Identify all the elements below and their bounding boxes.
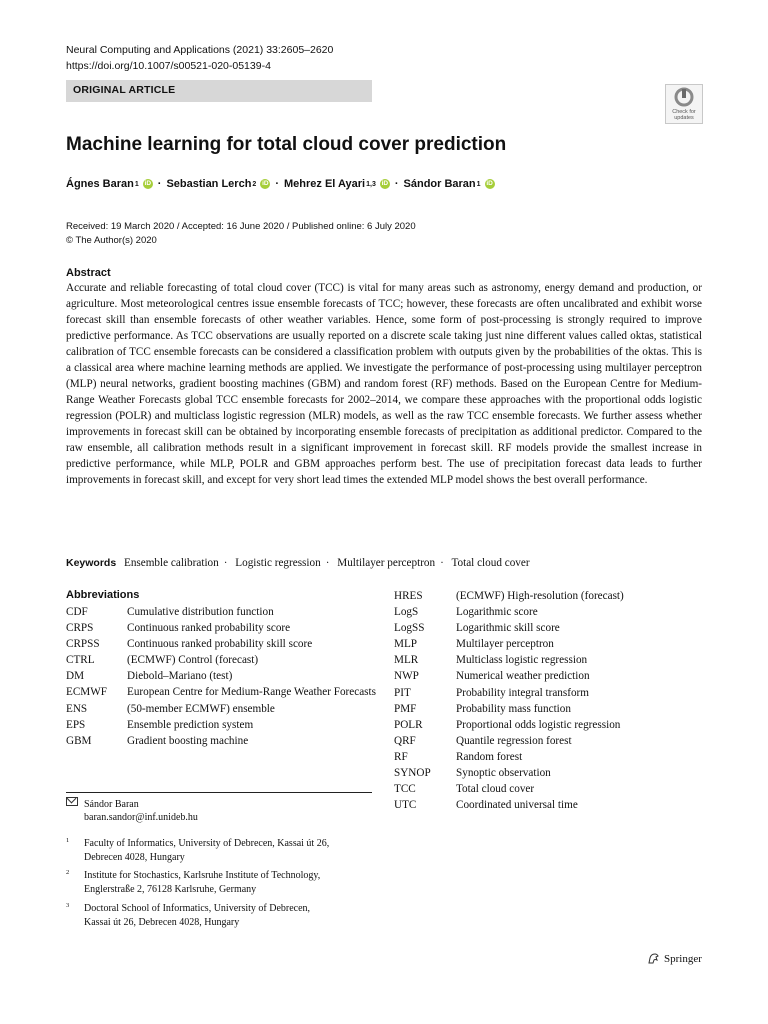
affiliation bbox=[66, 869, 376, 897]
orcid-icon[interactable]: iD bbox=[486, 180, 493, 187]
abbreviation-definition: Proportional odds logistic regression bbox=[456, 718, 621, 731]
abbreviation-term: CRPS bbox=[66, 622, 94, 635]
author-name: Sándor Baran bbox=[403, 178, 476, 190]
affiliation bbox=[66, 837, 376, 865]
author-list bbox=[66, 178, 500, 190]
affiliation-line: Debrecen 4028, Hungary bbox=[84, 852, 185, 863]
affiliation-number: 2 bbox=[66, 869, 70, 876]
author-affiliation-sup: 1 bbox=[476, 180, 481, 188]
abbreviation-definition: Continuous ranked probability skill score bbox=[127, 638, 313, 651]
author-name: Mehrez El Ayari bbox=[284, 178, 366, 190]
abbreviation-row bbox=[66, 668, 376, 684]
abbreviation-term: TCC bbox=[394, 783, 416, 796]
abbreviation-term: UTC bbox=[394, 799, 417, 812]
author-separator: · bbox=[275, 178, 279, 190]
abbreviation-row bbox=[394, 781, 714, 797]
abbreviation-term: LogSS bbox=[394, 622, 425, 635]
abbreviation-row bbox=[66, 701, 376, 717]
abstract-text: Accurate and reliable forecasting of total cloud cover (TCC) is vital for many areas such as astronomy, energy demand and production, or agriculture. Most meteorological centres issue ensemble forecasts of TCC; however, these forecasts are often uncalibrated and exhibit worse forecast skill than ensemble forecasts of other weather variables. Hence, some form of post-processing is strongly required to improve predictive performance. As TCC observations are usually reported on a discrete scale taking just nine different values called oktas, statistical calibration of TCC ensemble forecasts can be considered a classification problem with outputs given by the probabilities of the oktas. This is a classical area where machine learning methods are applied. We investigate the performance of post-processing using multilayer perceptron (MLP) neural networks, gradient boosting machines (GBM) and random forest (RF) methods. Based on the European Centre for Medium-Range Weather Forecasts global TCC ensemble forecasts for 2002–2014, we compare these approaches with the proportional odds logistic regression (POLR) and multiclass logistic regression (MLR) models, as well as the raw TCC ensemble forecasts. We further assess whether improvements in forecast skill can be obtained by incorporating ensemble forecasts of precipitation as additional predictor. Compared to the raw ensemble, all calibration methods result in a significant improvement in forecast skill. RF models provide the smallest increase in predictive performance, while MLP, POLR and GBM approaches perform best. The use of precipitation forecast data leads to further improvements in forecast skill, and except for very short lead times the extended MLP model shows the best overall performance. bbox=[66, 282, 702, 486]
abbreviation-term: DM bbox=[66, 670, 85, 683]
author-separator: · bbox=[157, 178, 162, 190]
footnote-divider bbox=[66, 792, 372, 793]
abbreviations-left-column bbox=[66, 604, 376, 749]
abbreviation-definition: Probability mass function bbox=[456, 702, 571, 715]
publisher-name: Springer bbox=[664, 952, 702, 965]
corresponding-author-email[interactable]: baran.sandor@inf.unideb.hu bbox=[84, 812, 198, 823]
author-name: Sebastian Lerch bbox=[166, 178, 252, 190]
author-affiliation-sup: 1,3 bbox=[366, 180, 376, 188]
abbreviation-row bbox=[66, 604, 376, 620]
abbreviation-row bbox=[394, 733, 714, 749]
orcid-icon[interactable]: iD bbox=[144, 180, 152, 187]
affiliation-line: Faculty of Informatics, University of Debrecen, Kassai út 26, bbox=[84, 838, 330, 849]
springer-horse-icon bbox=[647, 952, 660, 965]
abbreviation-term: MLP bbox=[394, 638, 418, 651]
author-affiliation-sup: 1 bbox=[134, 180, 139, 188]
orcid-icon[interactable]: iD bbox=[262, 180, 269, 187]
abbreviation-definition: Ensemble prediction system bbox=[127, 718, 254, 731]
abstract-heading: Abstract bbox=[66, 267, 111, 279]
abbreviation-row bbox=[394, 636, 714, 652]
article-type-badge bbox=[66, 80, 372, 102]
affiliation-line: Doctoral School of Informatics, University of Debrecen, bbox=[84, 903, 311, 914]
abbreviation-term: POLR bbox=[394, 718, 423, 731]
keyword: Ensemble calibration bbox=[123, 557, 219, 569]
abbreviation-term: HRES bbox=[394, 590, 423, 602]
abbreviation-definition: (ECMWF) High-resolution (forecast) bbox=[456, 590, 624, 602]
envelope-icon bbox=[66, 797, 78, 806]
abbreviation-row bbox=[394, 652, 714, 668]
keywords-line bbox=[66, 557, 530, 569]
abbreviation-definition: Logarithmic score bbox=[456, 606, 538, 619]
keywords-heading: Keywords bbox=[66, 557, 117, 569]
abbreviation-definition: Numerical weather prediction bbox=[456, 670, 590, 683]
abbreviation-term: PMF bbox=[394, 702, 417, 715]
abbreviation-term: ENS bbox=[66, 702, 88, 715]
abbreviation-row bbox=[394, 685, 714, 701]
abbreviation-term: CTRL bbox=[66, 654, 95, 667]
abbreviation-row bbox=[394, 668, 714, 684]
abbreviation-term: CDF bbox=[66, 606, 88, 618]
abbreviation-definition: Quantile regression forest bbox=[456, 734, 572, 747]
abbreviation-definition: Total cloud cover bbox=[456, 783, 535, 796]
abbreviation-row bbox=[394, 765, 714, 781]
abbreviation-row bbox=[394, 749, 714, 765]
abbreviations-right-column bbox=[394, 588, 714, 813]
copyright-line: © The Author(s) 2020 bbox=[66, 235, 157, 246]
affiliation-line: Englerstraße 2, 76128 Karlsruhe, Germany bbox=[84, 884, 257, 895]
abbreviation-row bbox=[66, 684, 376, 700]
abbreviation-definition: Diebold–Mariano (test) bbox=[127, 670, 233, 683]
abbreviation-definition: Probability integral transform bbox=[456, 686, 589, 699]
abbreviation-definition: Random forest bbox=[456, 750, 523, 763]
author-separator: · bbox=[394, 178, 399, 190]
keyword-separator: · bbox=[223, 557, 228, 569]
abbreviation-definition: Logarithmic skill score bbox=[456, 622, 560, 635]
author-name: Ágnes Baran bbox=[66, 178, 134, 190]
abbreviation-definition: Cumulative distribution function bbox=[127, 606, 274, 618]
abbreviation-row bbox=[394, 701, 714, 717]
author-affiliation-sup: 2 bbox=[252, 180, 257, 188]
abbreviation-definition: European Centre for Medium-Range Weather Forecasts bbox=[127, 686, 376, 699]
abbreviation-row bbox=[394, 797, 714, 813]
abbreviation-term: QRF bbox=[394, 734, 416, 747]
abbreviation-term: CRPSS bbox=[66, 638, 100, 651]
abbreviation-term: SYNOP bbox=[394, 767, 431, 780]
abbreviation-definition: Continuous ranked probability score bbox=[127, 622, 291, 635]
abbreviation-row bbox=[66, 652, 376, 668]
abbreviation-term: LogS bbox=[394, 606, 419, 619]
keyword: Logistic regression bbox=[235, 557, 321, 569]
abbreviation-term: ECMWF bbox=[66, 686, 108, 699]
affiliation-line: Institute for Stochastics, Karlsruhe Institute of Technology, bbox=[84, 870, 321, 881]
abbreviation-definition: (ECMWF) Control (forecast) bbox=[127, 654, 259, 667]
corresponding-author-name: Sándor Baran bbox=[84, 799, 139, 810]
keyword-separator: · bbox=[325, 557, 330, 569]
abbreviation-term: GBM bbox=[66, 734, 92, 747]
abbreviation-term: RF bbox=[394, 750, 408, 763]
corresponding-author bbox=[66, 797, 198, 824]
keyword-separator: · bbox=[440, 557, 444, 569]
journal-header bbox=[66, 42, 333, 74]
abbreviation-definition: Multilayer perceptron bbox=[456, 638, 554, 651]
affiliation-number: 1 bbox=[66, 837, 70, 844]
publication-dates bbox=[66, 220, 416, 248]
abbreviation-row bbox=[66, 733, 376, 749]
abbreviation-definition: Multiclass logistic regression bbox=[456, 654, 588, 667]
abbreviation-row bbox=[66, 717, 376, 733]
abbreviation-definition: Synoptic observation bbox=[456, 767, 551, 780]
abbreviation-term: PIT bbox=[394, 686, 411, 699]
keyword: Total cloud cover bbox=[451, 557, 530, 569]
keyword: Multilayer perceptron bbox=[337, 557, 436, 569]
check-updates-line1: Check for bbox=[672, 109, 696, 115]
abbreviation-row bbox=[394, 588, 714, 604]
journal-citation: Neural Computing and Applications (2021) 33:2605–2620 bbox=[66, 44, 334, 56]
abbreviation-definition: Gradient boosting machine bbox=[127, 734, 249, 747]
abbreviation-definition: Coordinated universal time bbox=[456, 799, 578, 812]
abbreviation-definition: (50-member ECMWF) ensemble bbox=[127, 702, 275, 715]
check-updates-icon bbox=[674, 87, 694, 107]
abbreviation-row bbox=[394, 620, 714, 636]
abbreviation-row bbox=[66, 636, 376, 652]
affiliation bbox=[66, 902, 376, 930]
abbreviations-heading: Abbreviations bbox=[66, 589, 140, 601]
doi-link[interactable]: https://doi.org/10.1007/s00521-020-05139-4 bbox=[66, 60, 271, 72]
abbreviation-row bbox=[66, 620, 376, 636]
history-dates: Received: 19 March 2020 / Accepted: 16 June 2020 / Published online: 6 July 2020 bbox=[66, 221, 416, 232]
affiliation-number: 3 bbox=[66, 902, 70, 909]
abbreviation-row bbox=[394, 717, 714, 733]
orcid-icon[interactable]: iD bbox=[381, 180, 389, 187]
abbreviation-term: EPS bbox=[66, 718, 86, 731]
publisher-logo bbox=[647, 952, 702, 965]
paper-title: Machine learning for total cloud cover prediction bbox=[66, 134, 507, 155]
abbreviation-term: MLR bbox=[394, 654, 419, 667]
abbreviation-term: NWP bbox=[394, 670, 419, 683]
check-for-updates-button[interactable] bbox=[665, 84, 703, 124]
article-type-label: ORIGINAL ARTICLE bbox=[73, 84, 176, 96]
check-updates-line2: updates bbox=[674, 115, 694, 121]
affiliation-line: Kassai út 26, Debrecen 4028, Hungary bbox=[84, 917, 240, 928]
abbreviation-row bbox=[394, 604, 714, 620]
